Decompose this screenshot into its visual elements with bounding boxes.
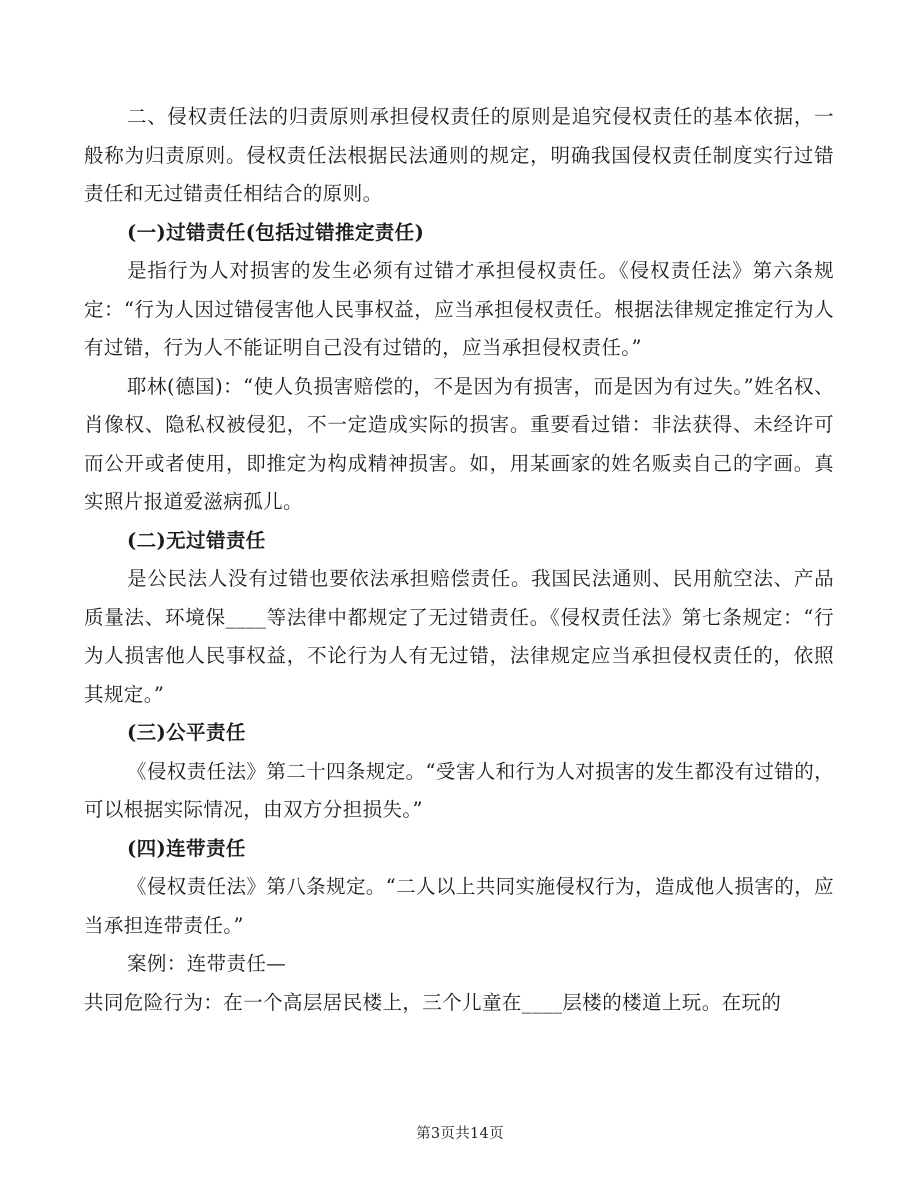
- page-number-footer: 第3页共14页: [416, 1126, 504, 1142]
- paragraph-case-label: 案例：连带责任—: [127, 952, 287, 975]
- paragraph-joint-liability: 《侵权责任法》第八条规定。“二人以上共同实施侵权行为，造成他人损害的，应当承担连带责任。”: [84, 875, 834, 937]
- section-heading-joint-liability: (四)连带责任: [127, 836, 246, 860]
- paragraph-fault-liability: 是指行为人对损害的发生必须有过错才承担侵权责任。《侵权责任法》第六条规定：“行为人因过错侵害他人民事权益，应当承担侵权责任。根据法律规定推定行为人有过错，行为人不能证明自己没有过错的，应当承担侵权责任。”: [84, 259, 834, 359]
- section-heading-fault-liability: (一)过错责任(包括过错推定责任): [127, 220, 425, 244]
- paragraph-case-text: 共同危险行为：在一个高层居民楼上，三个儿童在____层楼的楼道上玩。在玩的: [84, 990, 782, 1014]
- section-heading-no-fault-liability: (二)无过错责任: [127, 528, 266, 552]
- document-body: [84, 98, 834, 1022]
- paragraph-no-fault-liability: 是公民法人没有过错也要依法承担赔偿责任。我国民法通则、民用航空法、产品质量法、环境保____等法律中都规定了无过错责任。《侵权责任法》第七条规定：“行为人损害他人民事权益，不论行为人有无过错，法律规定应当承担侵权责任的，依照其规定。”: [84, 567, 834, 706]
- section-heading-fair-liability: (三)公平责任: [127, 721, 246, 744]
- paragraph-intro: 二、侵权责任法的归责原则承担侵权责任的原则是追究侵权责任的基本依据，一般称为归责原则。侵权责任法根据民法通则的规定，明确我国侵权责任制度实行过错责任和无过错责任相结合的原则。: [84, 105, 834, 205]
- paragraph-jhering-quote: 耶林(德国)：“使人负损害赔偿的，不是因为有损害，而是因为有过失。”姓名权、肖像权、隐私权被侵犯，不一定造成实际的损害。重要看过错：非法获得、未经许可而公开或者使用，即推定为构成精神损害。如，用某画家的姓名贩卖自己的字画。真实照片报道爱滋病孤儿。: [84, 374, 834, 513]
- paragraph-fair-liability: 《侵权责任法》第二十四条规定。“受害人和行为人对损害的发生都没有过错的，可以根据实际情况，由双方分担损失。”: [84, 759, 834, 821]
